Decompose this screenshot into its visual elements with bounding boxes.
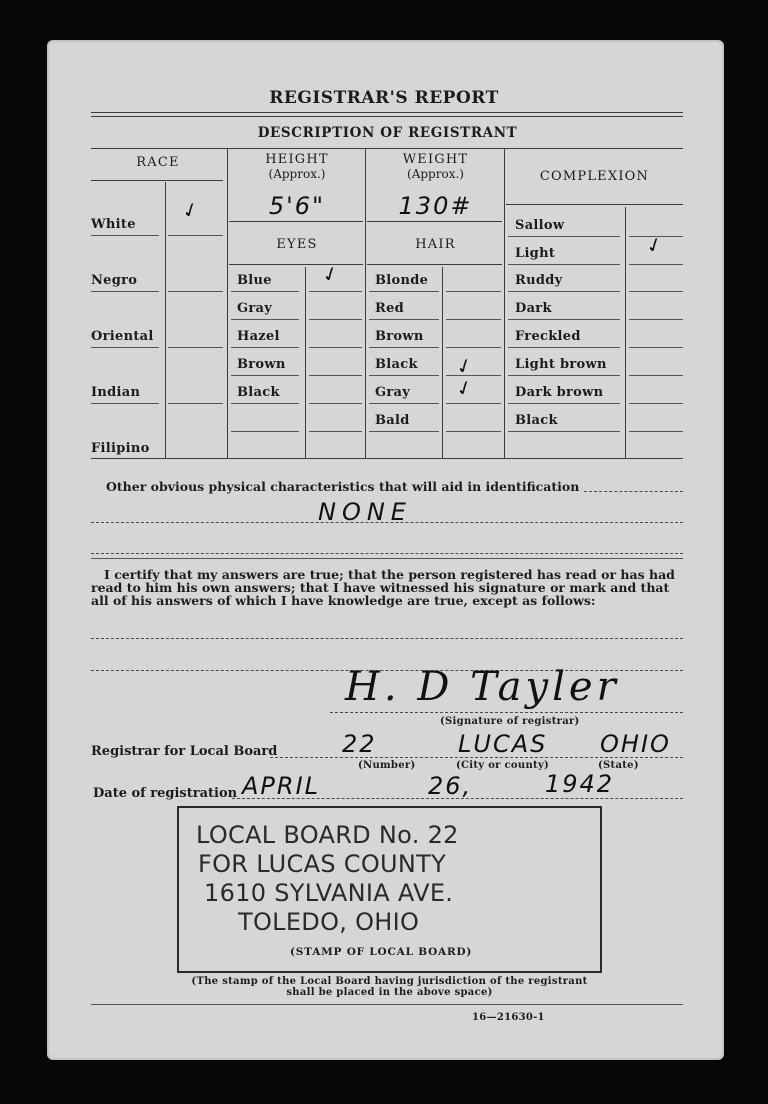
stamp-note-line-1: (The stamp of the Local Board having jurisdiction of the registrant (191, 976, 588, 987)
hair-check-rule (446, 319, 501, 320)
height-header: HEIGHT (265, 152, 329, 167)
eyes-check-rule (309, 375, 362, 376)
race-negro: Negro (91, 273, 138, 288)
signature-caption: (Signature of registrar) (440, 716, 580, 727)
footer-rule (91, 1004, 683, 1005)
eyes-gray: Gray (237, 301, 273, 316)
local-board-county[interactable]: LUCAS (458, 730, 548, 758)
eyes-hazel: Hazel (237, 329, 280, 344)
eyes-row-rule (231, 319, 299, 320)
state-caption: (State) (598, 760, 639, 771)
complexion-header-rule (506, 204, 683, 205)
complexion-row-rule (508, 291, 620, 292)
col-divider-eyes (365, 148, 366, 458)
eyes-check-rule (309, 431, 362, 432)
table-bottom-rule (91, 458, 683, 459)
characteristics-line-1 (91, 522, 683, 523)
complexion-row-rule (508, 431, 620, 432)
height-value: 5'6" (268, 192, 326, 220)
characteristics-value[interactable]: NONE (318, 498, 412, 526)
hair-gray: Gray (375, 385, 411, 400)
race-header-rule (91, 180, 223, 181)
weight-value: 130# (398, 192, 473, 220)
race-row-rule (91, 291, 159, 292)
complexion-row-rule (508, 403, 620, 404)
complexion-row-rule (508, 264, 620, 265)
race-check-column (165, 182, 166, 458)
race-oriental: Oriental (91, 329, 154, 344)
certification-line-2: read to him his own answers; that I have witnessed his signature or mark and that (91, 580, 670, 595)
signature-line (330, 712, 683, 713)
hair-black-check-icon[interactable]: ✓ (452, 351, 477, 381)
complexion-check-rule (629, 431, 683, 432)
hair-blonde: Blonde (375, 273, 429, 288)
eyes-check-rule (309, 319, 362, 320)
stamp-line-2: FOR LUCAS COUNTY (198, 850, 447, 878)
race-row-rule (91, 403, 159, 404)
race-header: RACE (136, 155, 180, 170)
complexion-check-rule (629, 347, 683, 348)
race-white-check-icon[interactable]: ✓ (178, 195, 203, 225)
eyes-row-rule (231, 291, 299, 292)
hair-check-rule (446, 431, 501, 432)
eyes-check-rule (309, 403, 362, 404)
eyes-brown: Brown (237, 357, 286, 372)
complexion-row-rule (508, 236, 620, 237)
hair-check-rule (446, 375, 501, 376)
complexion-check-rule (629, 319, 683, 320)
complexion-check-rule (629, 403, 683, 404)
height-rule (229, 221, 363, 222)
race-indian: Indian (91, 385, 141, 400)
stamp-line-4: TOLEDO, OHIO (238, 908, 420, 936)
characteristics-line-2 (91, 553, 683, 554)
eyes-header: EYES (276, 237, 318, 252)
eyes-check-rule (309, 291, 362, 292)
race-check-rule (168, 403, 223, 404)
complexion-check-rule (629, 264, 683, 265)
height-approx: (Approx.) (268, 167, 326, 181)
hair-row-rule (369, 291, 439, 292)
hair-row-rule (369, 347, 439, 348)
stamp-note-line-2: shall be placed in the above space) (286, 987, 493, 998)
complexion-ruddy: Ruddy (515, 273, 563, 288)
title-rule (91, 112, 683, 113)
hair-check-rule (446, 403, 501, 404)
complexion-header: COMPLEXION (539, 169, 650, 184)
hair-row-rule (369, 319, 439, 320)
race-check-rule (168, 235, 223, 236)
complexion-check-rule (629, 375, 683, 376)
complexion-light-brown: Light brown (515, 357, 607, 372)
certification-line-3: all of his answers of which I have knowledge are true, except as follows: (91, 593, 596, 608)
title-rule-2 (91, 116, 683, 117)
registration-year[interactable]: 1942 (545, 770, 615, 798)
race-row-rule (91, 235, 159, 236)
stamp-caption: (STAMP OF LOCAL BOARD) (290, 946, 473, 958)
local-board-label: Registrar for Local Board (91, 744, 278, 759)
certification-rule (91, 558, 683, 559)
col-divider-race (227, 148, 228, 458)
registration-day[interactable]: 26, (428, 772, 473, 800)
eyes-black: Black (237, 385, 280, 400)
complexion-row-rule (508, 319, 620, 320)
number-caption: (Number) (358, 760, 416, 771)
race-filipino: Filipino (91, 441, 150, 456)
form-number: 16—21630-1 (472, 1012, 545, 1023)
hair-check-rule (446, 347, 501, 348)
eyes-blue: Blue (237, 273, 272, 288)
hair-check-column (442, 267, 443, 458)
characteristics-leader (584, 491, 683, 492)
registration-date-label: Date of registration (93, 786, 238, 801)
complexion-black: Black (515, 413, 558, 428)
county-caption: (City or county) (456, 760, 550, 771)
section-rule (91, 148, 683, 149)
characteristics-label: Other obvious physical characteristics that will aid in identification (106, 479, 580, 494)
complexion-check-rule (629, 291, 683, 292)
section-title: DESCRIPTION OF REGISTRANT (257, 125, 518, 141)
race-check-rule (168, 291, 223, 292)
hair-header: HAIR (415, 237, 456, 252)
form-title: REGISTRAR'S REPORT (269, 88, 499, 108)
hair-gray-check-icon[interactable]: ✓ (452, 373, 477, 403)
stamp-line-1: LOCAL BOARD No. 22 (196, 821, 459, 849)
hair-header-rule (367, 264, 502, 265)
eyes-check-column (305, 267, 306, 458)
weight-approx: (Approx.) (407, 167, 464, 181)
hair-check-rule (446, 291, 501, 292)
complexion-dark-brown: Dark brown (515, 385, 604, 400)
complexion-check-rule (629, 236, 683, 237)
registrar-signature[interactable]: H. D Tayler (345, 664, 620, 710)
hair-brown: Brown (375, 329, 424, 344)
complexion-dark: Dark (515, 301, 552, 316)
complexion-row-rule (508, 375, 620, 376)
eyes-check-rule (309, 347, 362, 348)
weight-header: WEIGHT (402, 152, 469, 167)
eyes-header-rule (229, 264, 363, 265)
hair-black: Black (375, 357, 418, 372)
hair-row-rule (369, 375, 439, 376)
certification-line-1: I certify that my answers are true; that the person registered has read or has had (104, 567, 675, 582)
col-divider-hair (504, 148, 505, 458)
local-board-state[interactable]: OHIO (600, 730, 671, 758)
eyes-row-rule (231, 347, 299, 348)
hair-row-rule (369, 403, 439, 404)
race-white: White (91, 217, 136, 232)
eyes-row-rule (231, 403, 299, 404)
exceptions-line-1 (91, 638, 683, 639)
complexion-row-rule (508, 347, 620, 348)
race-check-rule (168, 347, 223, 348)
local-board-number[interactable]: 22 (342, 730, 377, 758)
hair-row-rule (369, 431, 439, 432)
eyes-blue-check-icon[interactable]: ✓ (318, 259, 343, 289)
weight-rule (367, 221, 502, 222)
complexion-light: Light (515, 246, 556, 261)
eyes-row-rule (231, 375, 299, 376)
complexion-freckled: Freckled (515, 329, 581, 344)
eyes-row-rule (231, 431, 299, 432)
complexion-check-column (625, 207, 626, 458)
stamp-line-3: 1610 SYLVANIA AVE. (204, 879, 454, 907)
complexion-sallow: Sallow (515, 218, 565, 233)
hair-red: Red (375, 301, 405, 316)
race-row-rule (91, 347, 159, 348)
hair-bald: Bald (375, 413, 410, 428)
registration-month[interactable]: APRIL (242, 772, 321, 800)
complexion-light-check-icon[interactable]: ✓ (642, 230, 667, 260)
